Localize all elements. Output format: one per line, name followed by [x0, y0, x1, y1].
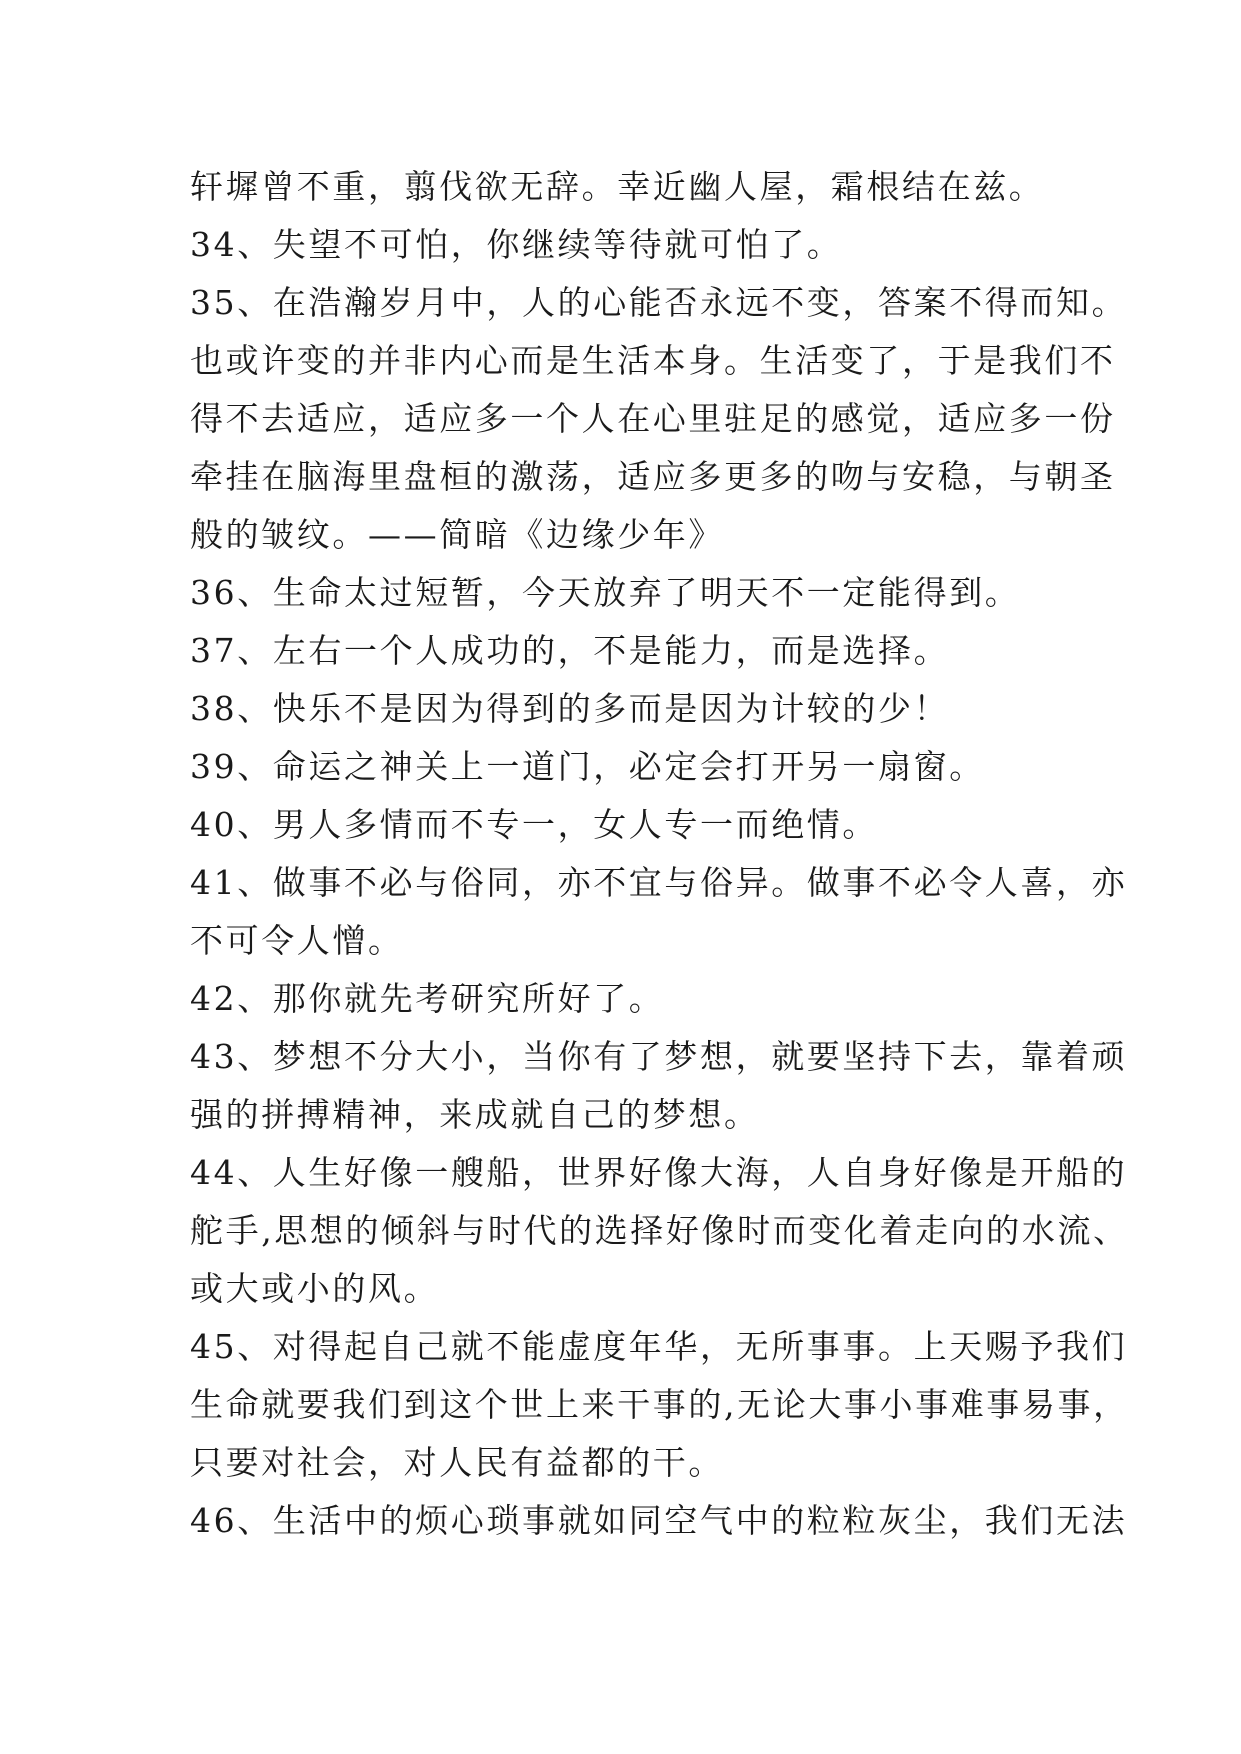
- text-line: 35、在浩瀚岁月中，人的心能否永远不变，答案不得而知。: [190, 283, 1128, 322]
- text-line: 或大或小的风。: [190, 1269, 440, 1308]
- text-line: 46、生活中的烦心琐事就如同空气中的粒粒灰尘，我们无法: [190, 1501, 1128, 1540]
- document-body: [190, 158, 1129, 1550]
- text-line: 42、那你就先考研究所好了。: [190, 979, 665, 1018]
- text-line: 44、人生好像一艘船，世界好像大海，人自身好像是开船的: [190, 1153, 1128, 1192]
- text-line: 牵挂在脑海里盘桓的激荡，适应多更多的吻与安稳，与朝圣: [190, 457, 1116, 496]
- text-line: 41、做事不必与俗同，亦不宜与俗异。做事不必令人喜，亦: [190, 863, 1128, 902]
- text-line: 舵手,思想的倾斜与时代的选择好像时而变化着走向的水流、: [190, 1211, 1129, 1250]
- text-line: 不可令人憎。: [190, 921, 404, 960]
- text-line: 强的拼搏精神，来成就自己的梦想。: [190, 1095, 760, 1134]
- text-line: 43、梦想不分大小，当你有了梦想，就要坚持下去，靠着顽: [190, 1037, 1128, 1076]
- text-line: 34、失望不可怕，你继续等待就可怕了。: [190, 225, 843, 264]
- text-line: 得不去适应，适应多一个人在心里驻足的感觉，适应多一份: [190, 399, 1116, 438]
- text-line: 也或许变的并非内心而是生活本身。生活变了，于是我们不: [190, 341, 1116, 380]
- text-line: 40、男人多情而不专一，女人专一而绝情。: [190, 805, 878, 844]
- text-line: 39、命运之神关上一道门，必定会打开另一扇窗。: [190, 747, 985, 786]
- text-line: 37、左右一个人成功的，不是能力，而是选择。: [190, 631, 950, 670]
- text-line: 生命就要我们到这个世上来干事的,无论大事小事难事易事，: [190, 1385, 1129, 1424]
- text-line: 般的皱纹。——简暗《边缘少年》: [190, 515, 724, 554]
- text-line: 45、对得起自己就不能虚度年华，无所事事。上天赐予我们: [190, 1327, 1128, 1366]
- text-line: 36、生命太过短暂，今天放弃了明天不一定能得到。: [190, 573, 1021, 612]
- text-line: 只要对社会，对人民有益都的干。: [190, 1443, 724, 1482]
- text-line: 轩墀曾不重，翦伐欲无辞。幸近幽人屋，霜根结在兹。: [190, 167, 1045, 206]
- text-line: 38、快乐不是因为得到的多而是因为计较的少！: [190, 689, 950, 728]
